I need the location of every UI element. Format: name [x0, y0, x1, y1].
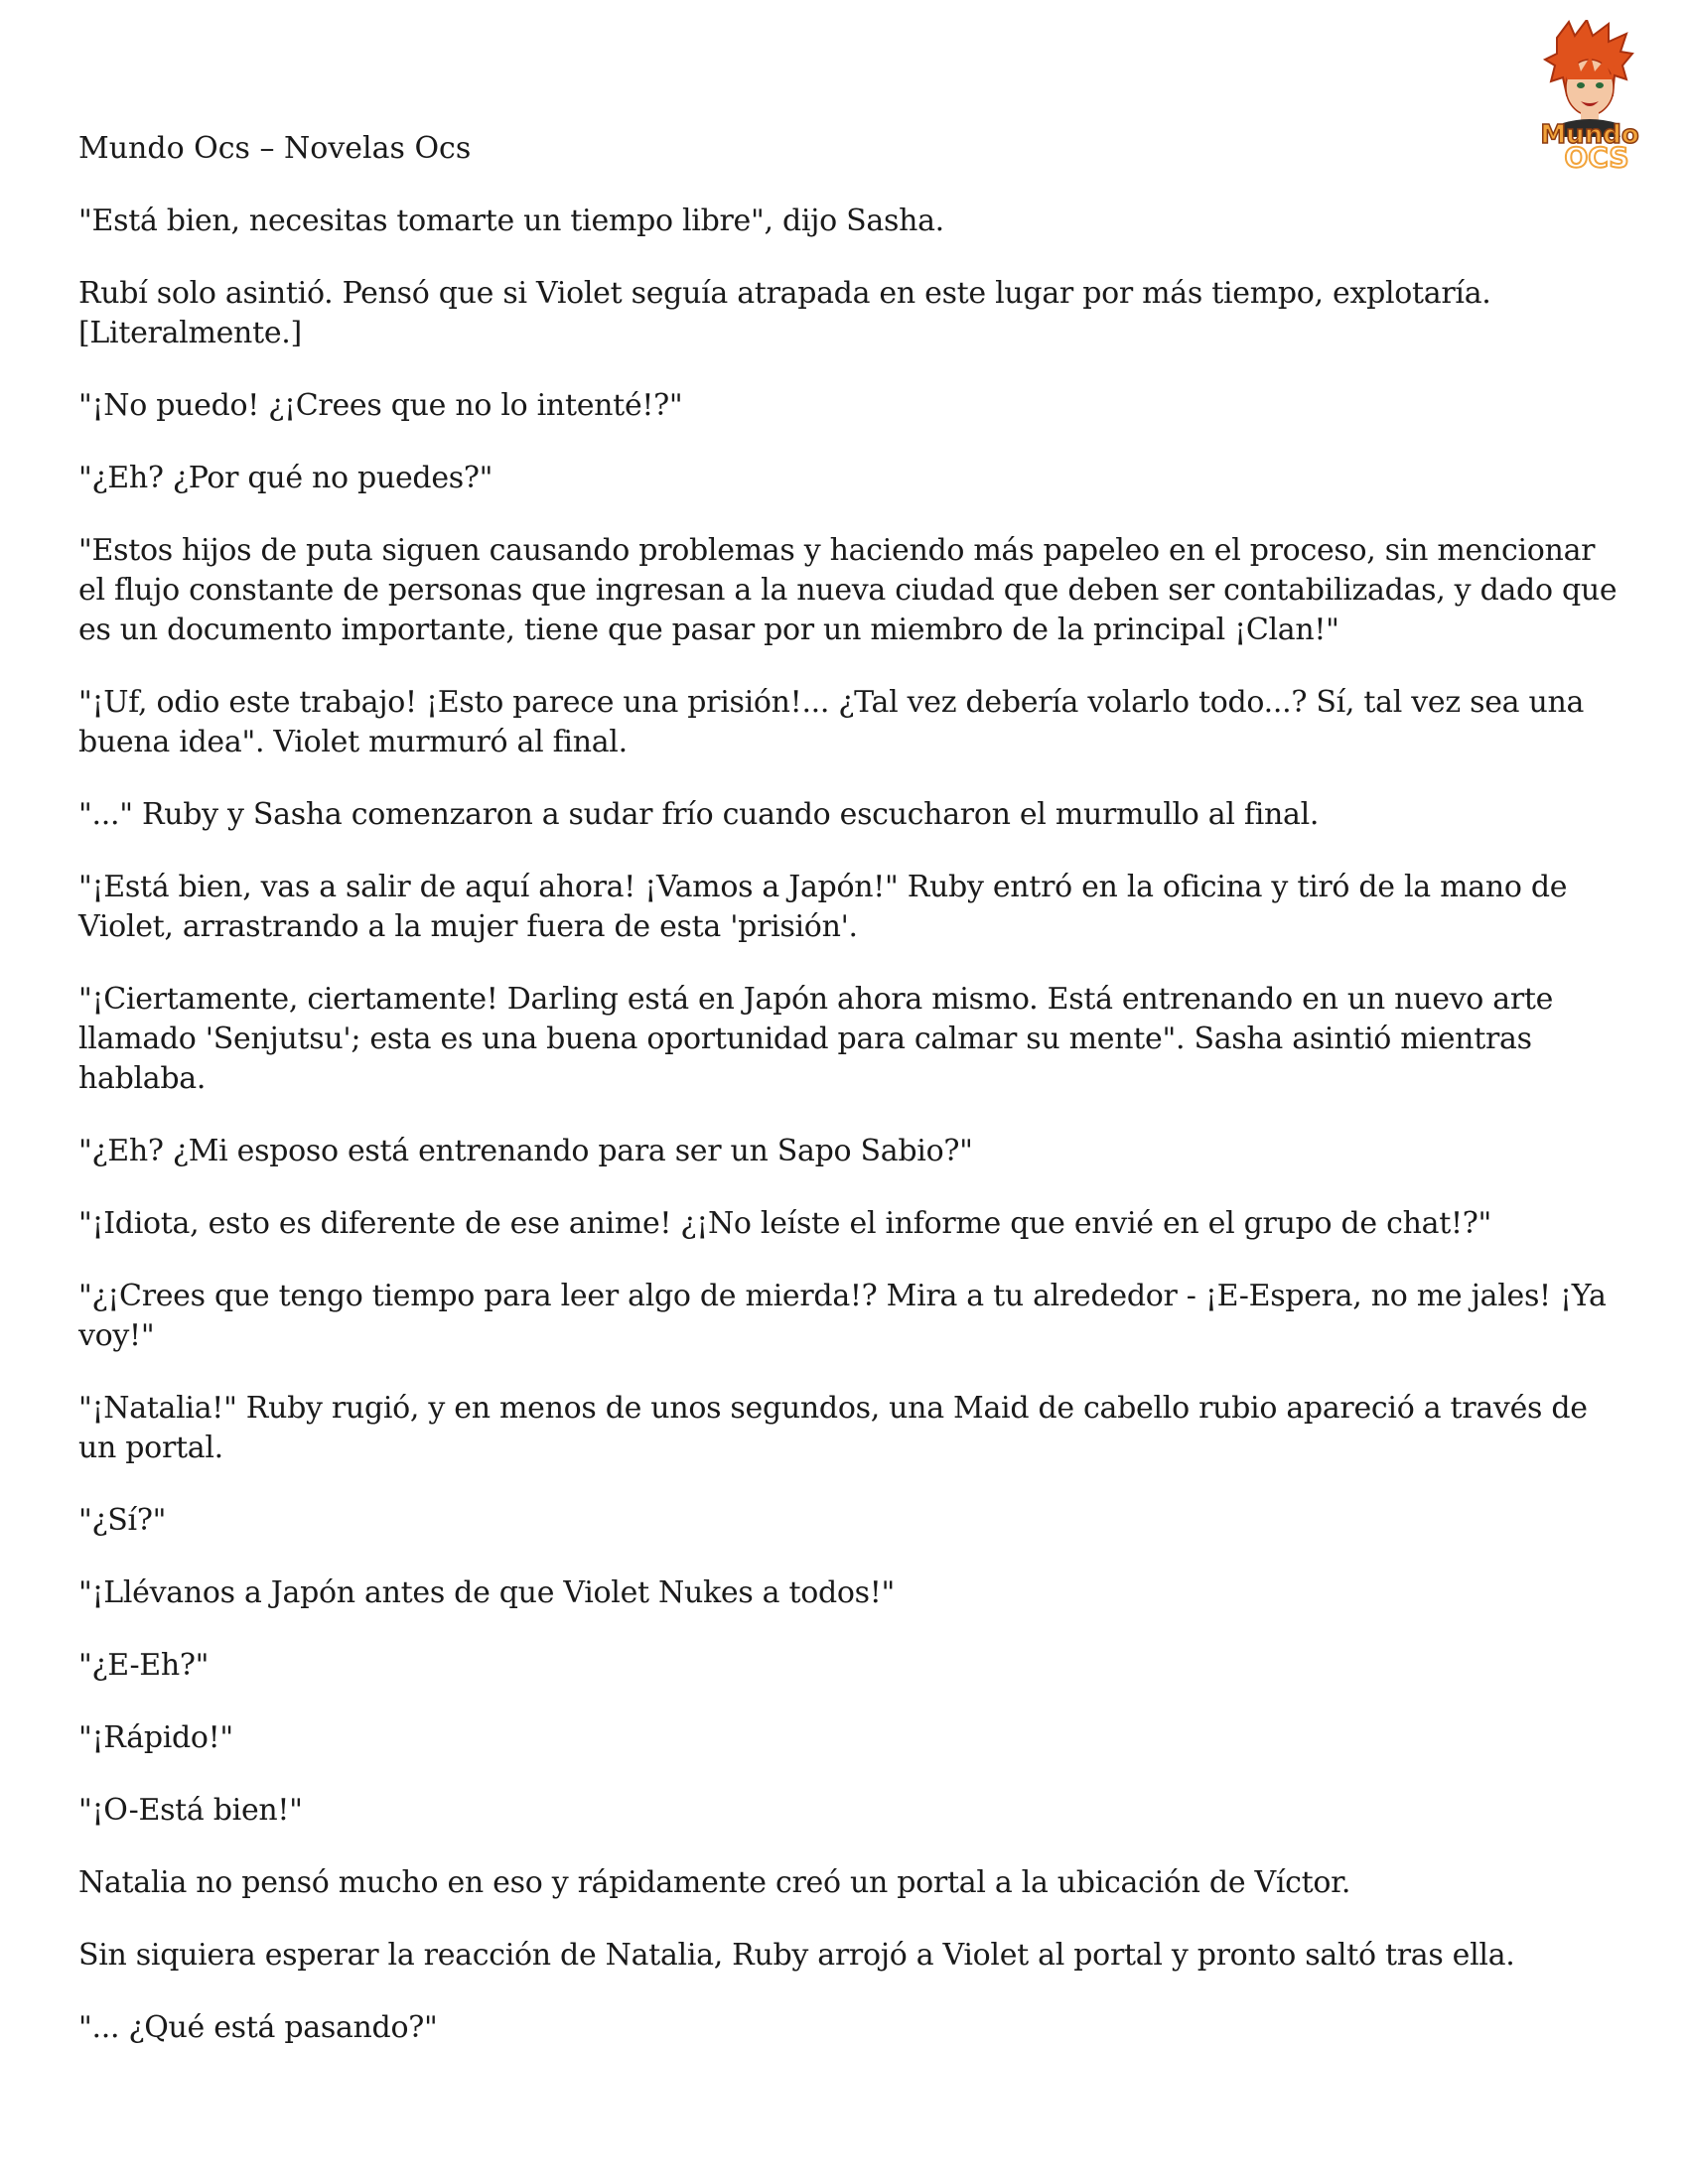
- paragraph: "Está bien, necesitas tomarte un tiempo libre", dijo Sasha.: [78, 204, 944, 238]
- paragraph: "Estos hijos de puta siguen causando problemas y haciendo más papeleo en el proceso, sin mencionar el flujo constante de personas que ingresan a la nueva ciudad que deben ser contabilizadas, y dado que es un documento importante, tiene que pasar por un miembro de la principal ¡Clan!": [78, 533, 1618, 647]
- paragraph: Sin siquiera esperar la reacción de Natalia, Ruby arrojó a Violet al portal y pronto saltó tras ella.: [78, 1938, 1515, 1973]
- paragraph: "¡Está bien, vas a salir de aquí ahora! ¡Vamos a Japón!" Ruby entró en la oficina y tiró de la mano de Violet, arrastrando a la mujer fuera de esta 'prisión'.: [78, 870, 1568, 944]
- paragraph: Rubí solo asintió. Pensó que si Violet seguía atrapada en este lugar por más tiempo, explotaría. [Literalmente.]: [78, 276, 1491, 350]
- paragraph: "¡Ciertamente, ciertamente! Darling está en Japón ahora mismo. Está entrenando en un nuevo arte llamado 'Senjutsu'; esta es una buena oportunidad para calmar su mente". Sasha asintió mientras hablaba.: [78, 982, 1554, 1096]
- paragraph: "¡Idiota, esto es diferente de ese anime! ¿¡No leíste el informe que envié en el grupo de chat!?": [78, 1206, 1492, 1241]
- paragraph: "¿¡Crees que tengo tiempo para leer algo de mierda!? Mira a tu alrededor - ¡E-Espera, no me jales! ¡Ya voy!": [78, 1279, 1607, 1353]
- document-page: [78, 129, 1627, 2081]
- paragraph: "¡Llévanos a Japón antes de que Violet Nukes a todos!": [78, 1575, 896, 1610]
- paragraph: "..." Ruby y Sasha comenzaron a sudar frío cuando escucharon el murmullo al final.: [78, 797, 1320, 832]
- document-header: Mundo Ocs – Novelas Ocs: [78, 131, 472, 166]
- paragraph: "¿Eh? ¿Mi esposo está entrenando para ser un Sapo Sabio?": [78, 1134, 973, 1168]
- paragraph: "¿Eh? ¿Por qué no puedes?": [78, 461, 493, 495]
- paragraph: "¡Uf, odio este trabajo! ¡Esto parece una prisión!... ¿Tal vez debería volarlo todo...? Sí, tal vez sea una buena idea". Violet murmuró al final.: [78, 685, 1585, 759]
- logo-text-ocs: OCS: [1564, 141, 1629, 171]
- paragraph: "¿Sí?": [78, 1503, 167, 1538]
- paragraph: "¿E-Eh?": [78, 1648, 210, 1683]
- paragraph: "¡No puedo! ¿¡Crees que no lo intenté!?": [78, 388, 683, 423]
- paragraph: "... ¿Qué está pasando?": [78, 2010, 438, 2045]
- paragraph: "¡Rápido!": [78, 1720, 233, 1755]
- paragraph: Natalia no pensó mucho en eso y rápidamente creó un portal a la ubicación de Víctor.: [78, 1865, 1351, 1900]
- paragraph: "¡Natalia!" Ruby rugió, y en menos de unos segundos, una Maid de cabello rubio apareció a través de un portal.: [78, 1391, 1588, 1465]
- document-body: [78, 202, 1627, 2048]
- logo-text-mundo: Mundo: [1540, 120, 1639, 150]
- paragraph: "¡O-Está bien!": [78, 1793, 303, 1828]
